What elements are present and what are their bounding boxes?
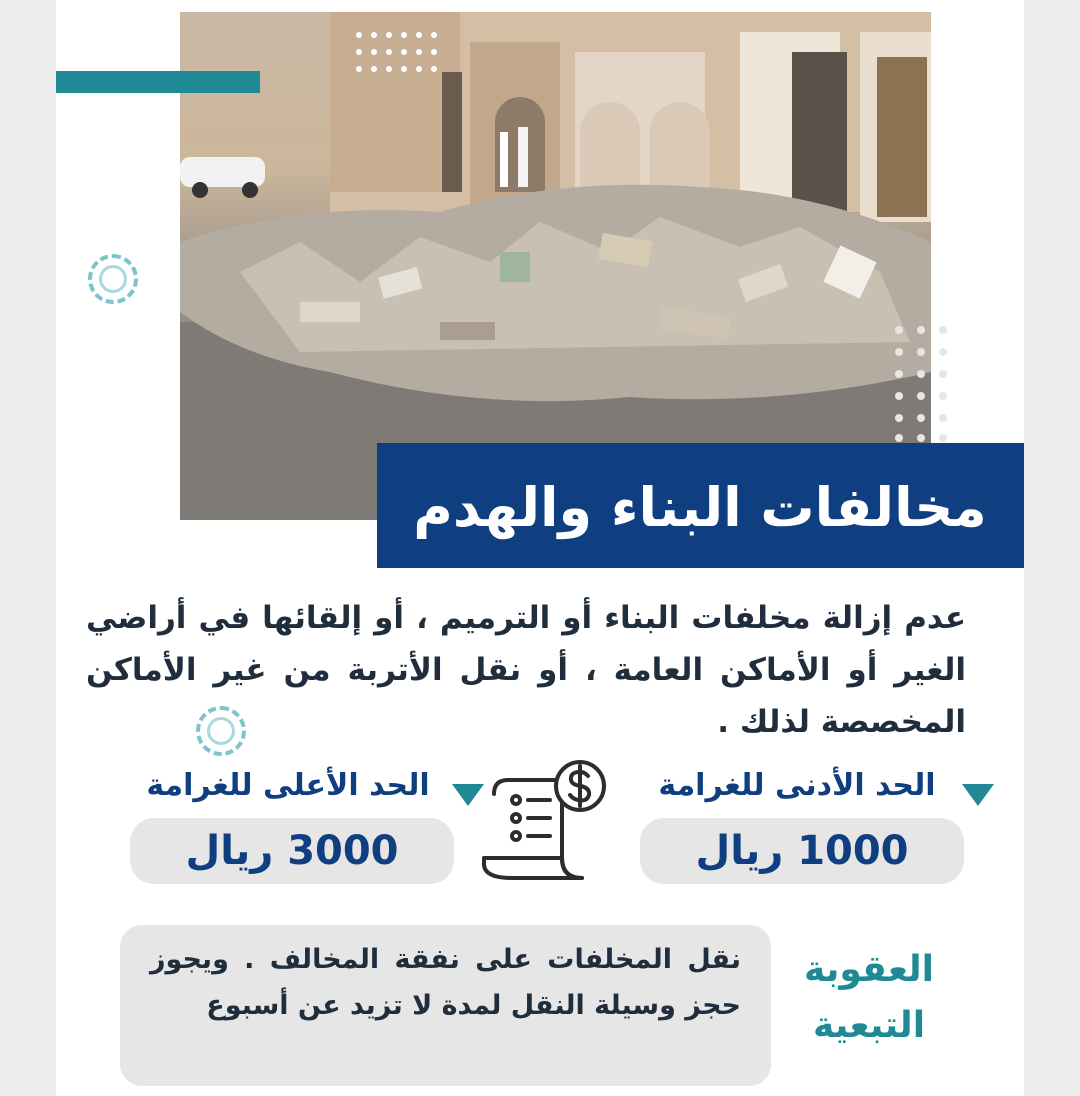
- triangle-marker-icon: [962, 784, 994, 806]
- accent-bar: [56, 71, 260, 93]
- max-fine-value: 3000 ريال: [130, 818, 454, 884]
- decorative-ring-top: [88, 254, 138, 304]
- violation-description: عدم إزالة مخلفات البناء أو الترميم ، أو إلقائها في أراضي الغير أو الأماكن العامة ، أو نقل الأتربة من غير الأماكن المخصصة لذلك .: [86, 600, 966, 740]
- min-fine-label: الحد الأدنى للغرامة: [658, 768, 936, 803]
- max-fine-label: الحد الأعلى للغرامة: [146, 768, 430, 803]
- decorative-dots-side: [893, 324, 953, 444]
- additional-penalty-label: العقوبة التبعية: [803, 949, 934, 1046]
- receipt-dollar-icon: [478, 756, 610, 886]
- page-title: مخالفات البناء والهدم: [413, 476, 987, 539]
- decorative-dots-top: [354, 30, 444, 75]
- min-fine-value: 1000 ريال: [640, 818, 964, 884]
- additional-penalty-text: نقل المخلفات على نفقة المخالف . ويجوز حجز وسيلة النقل لمدة لا تزيد عن أسبوع: [120, 925, 771, 1086]
